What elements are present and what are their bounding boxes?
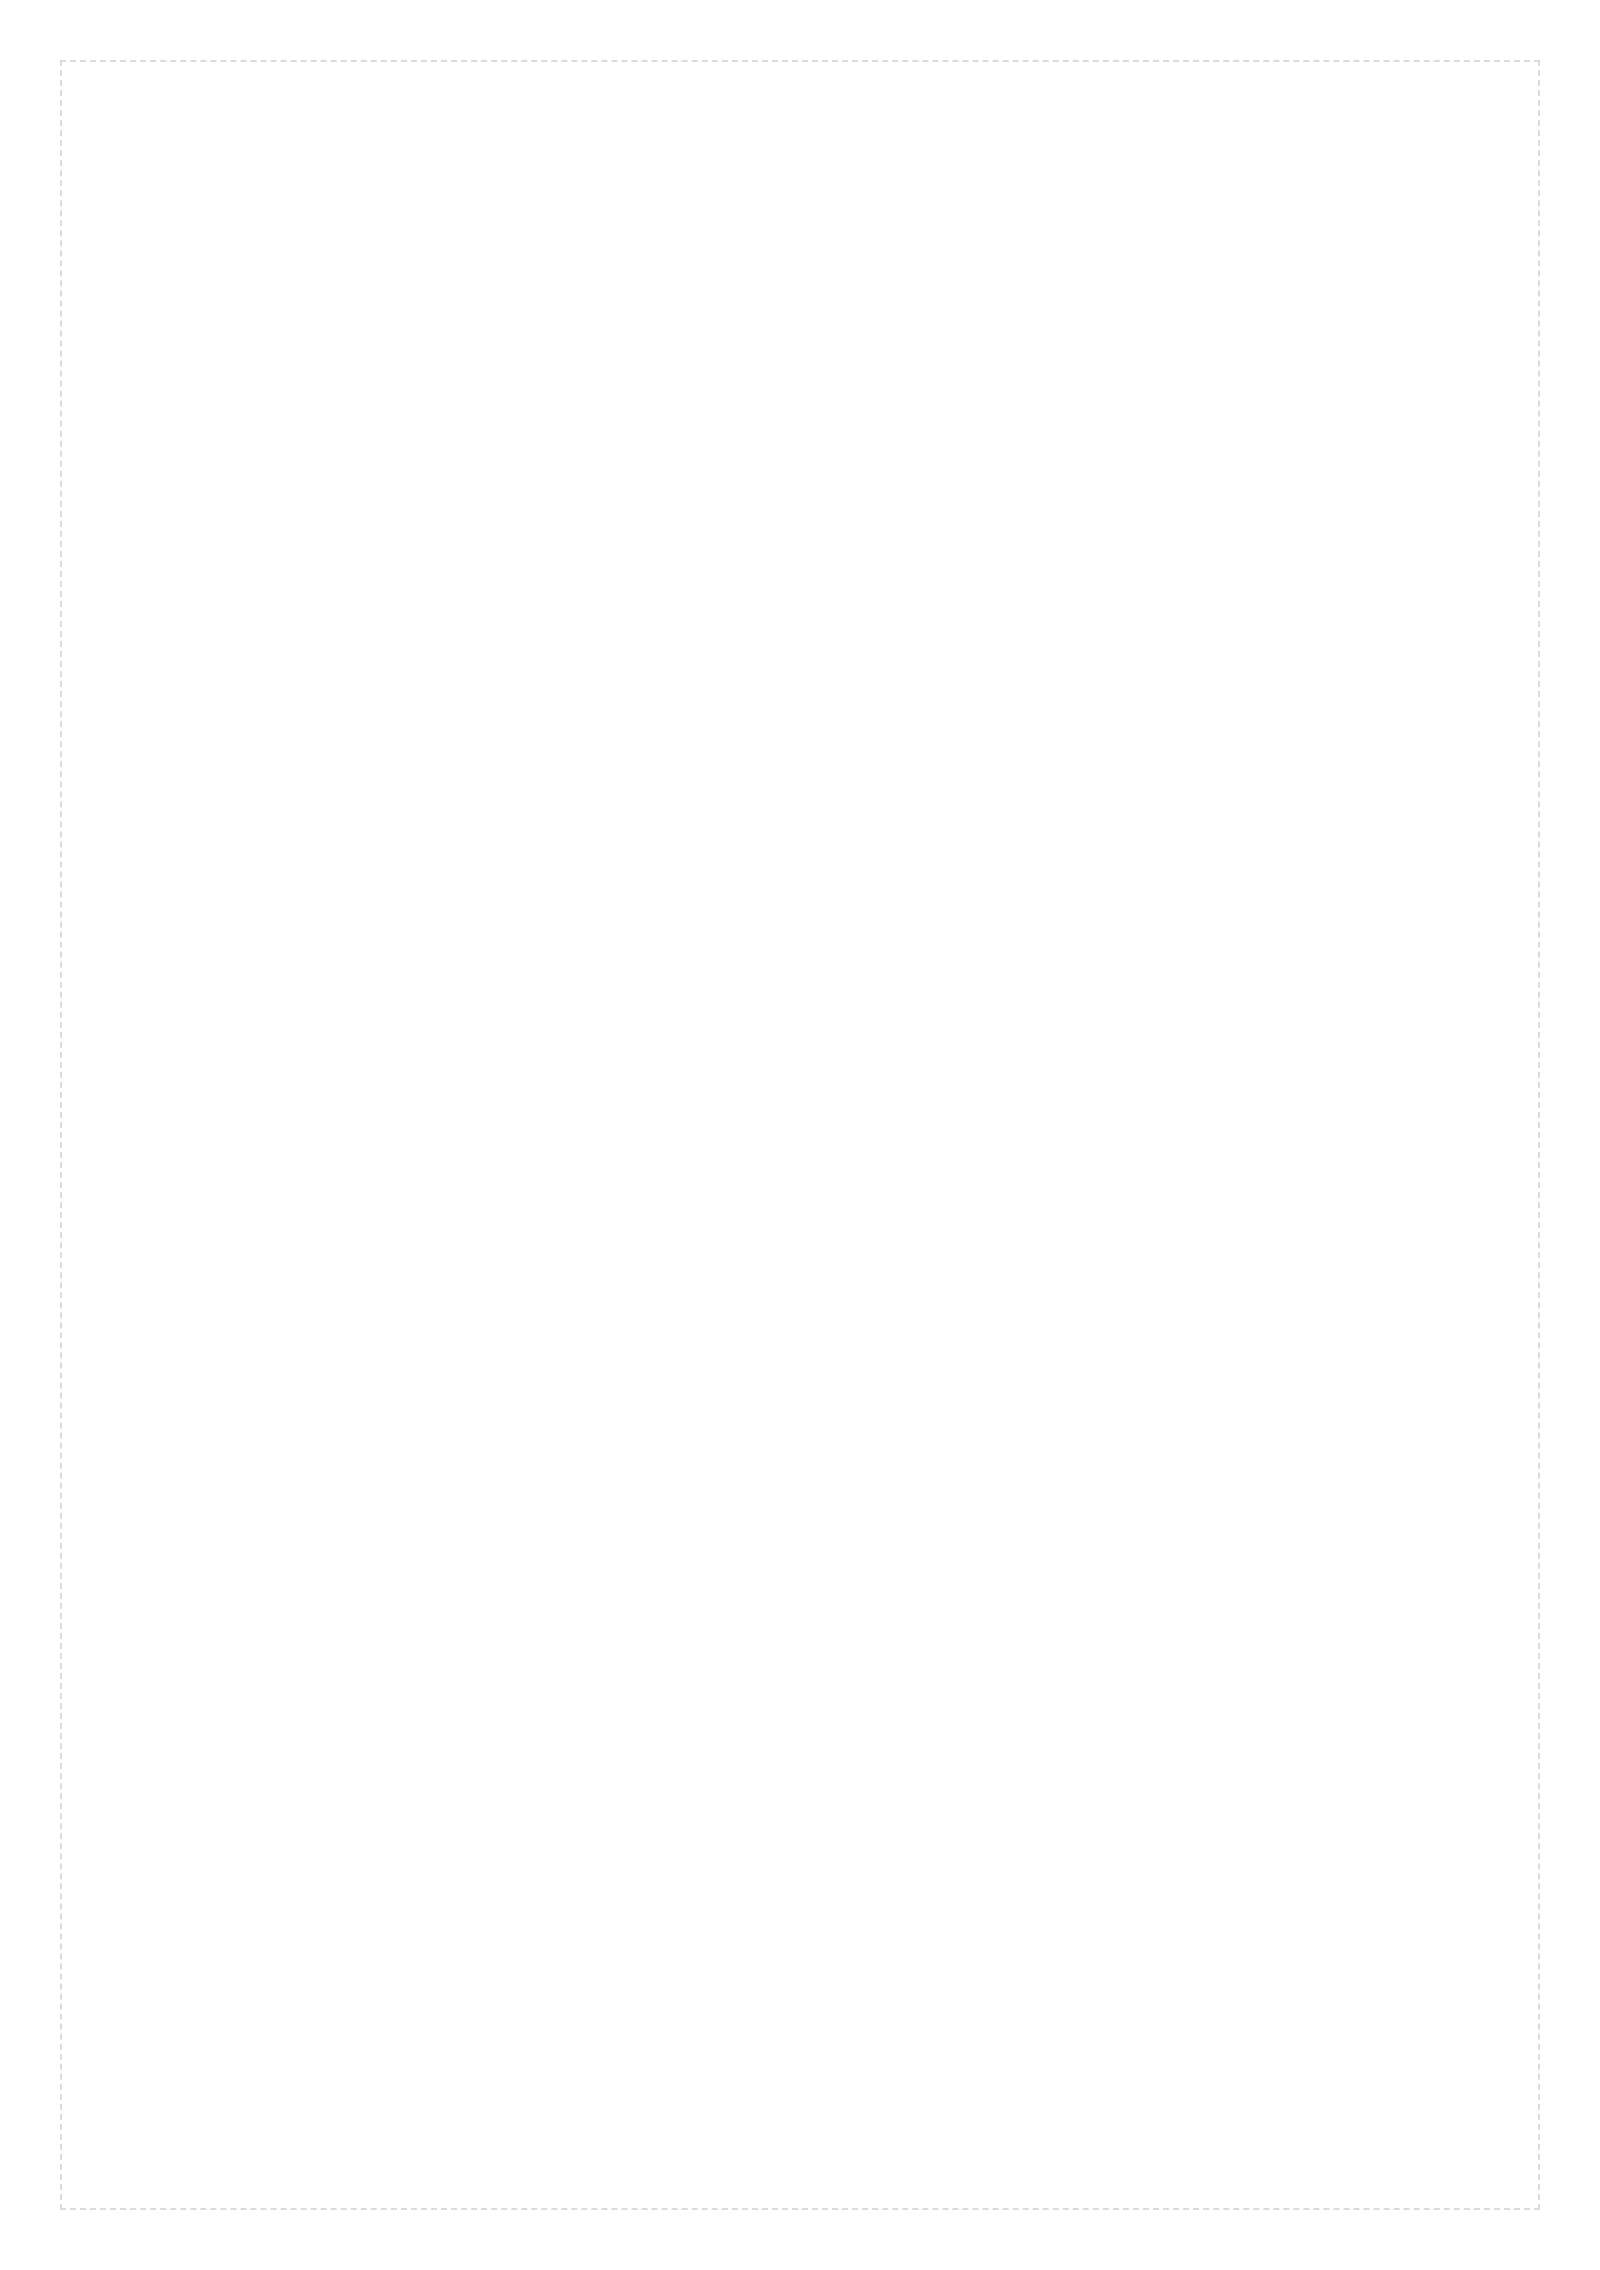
empty-frame [60, 60, 1540, 2210]
